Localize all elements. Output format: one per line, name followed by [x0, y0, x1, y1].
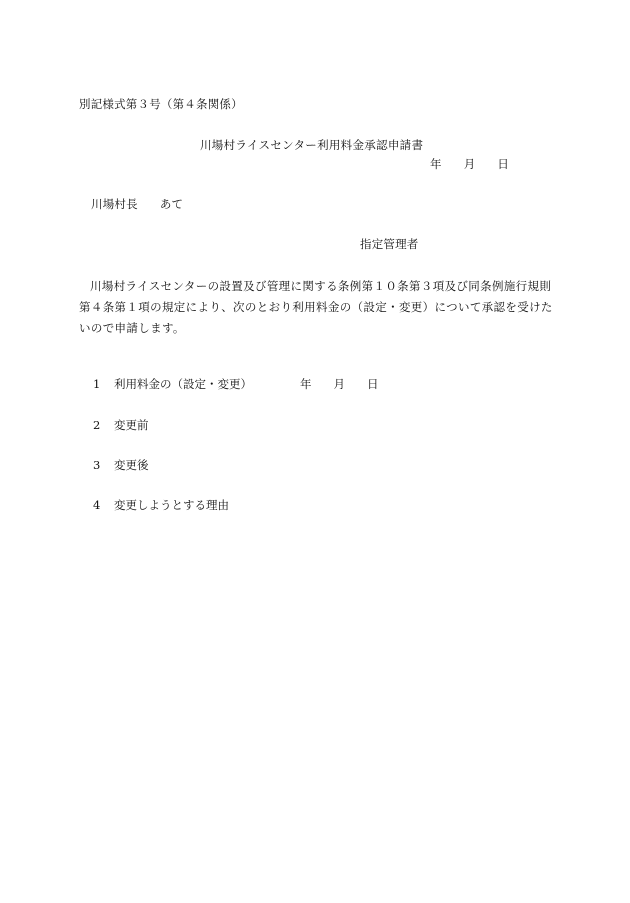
item-number: 3 — [93, 458, 101, 472]
date-year-label: 年 — [430, 157, 442, 171]
addressee-suffix: あて — [159, 197, 184, 211]
item-date-month: 月 — [333, 377, 345, 391]
list-item — [93, 458, 149, 472]
date-day-label: 日 — [497, 157, 510, 171]
item-date-year: 年 — [300, 377, 312, 391]
list-item — [93, 418, 149, 432]
item-label: 変更しようとする理由 — [114, 498, 229, 512]
item-label: 変更前 — [114, 418, 149, 432]
form-number: 別記様式第３号（第４条関係） — [79, 97, 243, 111]
item-date-day: 日 — [367, 377, 379, 391]
body-paragraph: 川場村ライスセンターの設置及び管理に関する条例第１０条第３項及び同条例施行規則第４条第１項の規定により、次のとおり利用料金の（設定・変更）について承認を受けたいので申請します。 — [79, 279, 553, 335]
item-number: 2 — [93, 418, 101, 432]
addressee-name: 川場村長 — [91, 197, 138, 211]
item-number: 1 — [93, 377, 101, 391]
document-title: 川場村ライスセンター利用料金承認申請書 — [200, 138, 424, 152]
item-label: 変更後 — [114, 458, 149, 472]
addressee — [91, 197, 183, 211]
applicant-label: 指定管理者 — [360, 237, 419, 251]
date-month-label: 月 — [463, 157, 476, 171]
list-item — [93, 377, 379, 391]
item-label: 利用料金の（設定・変更） — [114, 377, 252, 391]
item-number: 4 — [93, 498, 101, 512]
application-date — [430, 157, 509, 171]
list-item — [93, 498, 229, 512]
